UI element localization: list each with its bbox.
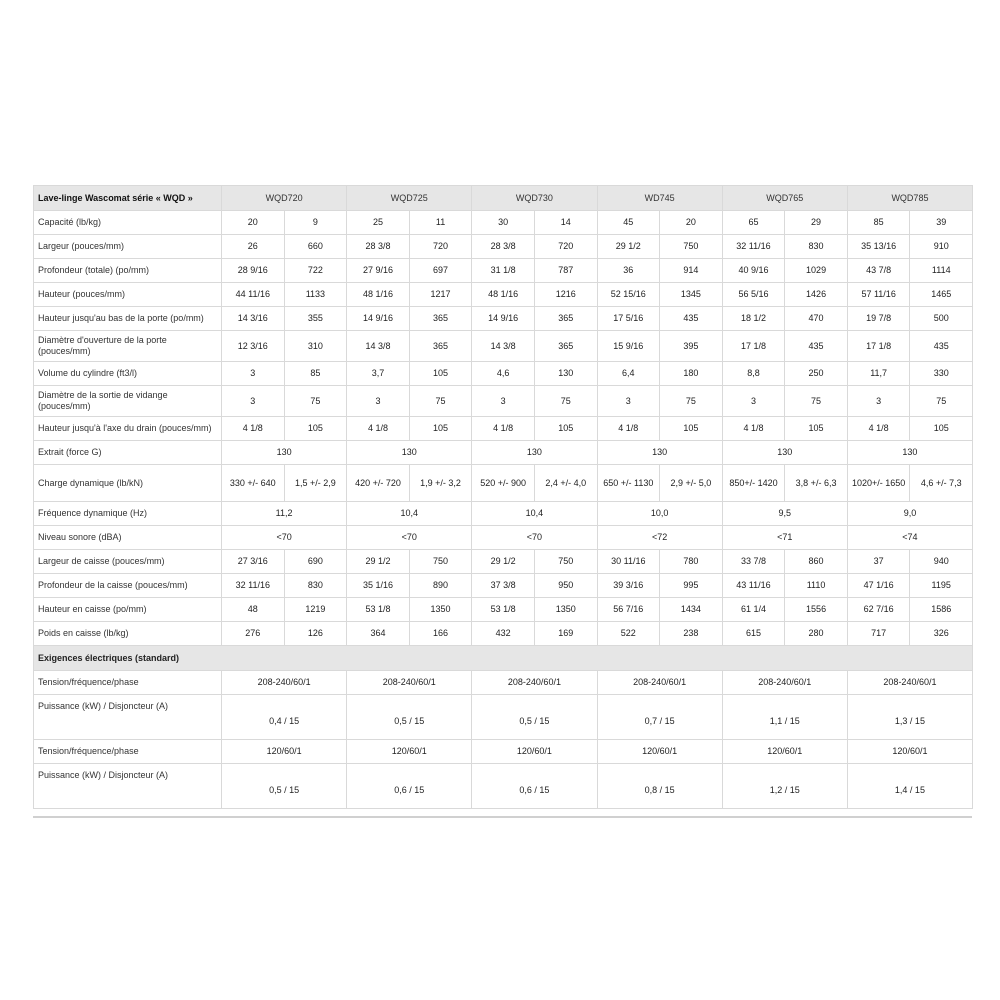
row-label: Niveau sonore (dBA) — [34, 526, 222, 550]
table-cell: 85 — [847, 211, 910, 235]
table-cell: 105 — [785, 417, 848, 441]
table-cell: 120/60/1 — [847, 740, 972, 764]
table-cell: 1350 — [534, 598, 597, 622]
table-cell: 4,6 +/- 7,3 — [910, 465, 973, 502]
row-label: Tension/fréquence/phase — [34, 740, 222, 764]
table-cell: 35 1/16 — [347, 574, 410, 598]
table-cell: 208-240/60/1 — [222, 671, 347, 695]
table-cell: 75 — [284, 386, 347, 417]
table-cell: 47 1/16 — [847, 574, 910, 598]
table-cell: 75 — [785, 386, 848, 417]
table-cell: 14 3/8 — [472, 331, 535, 362]
table-cell: 62 7/16 — [847, 598, 910, 622]
table-row — [34, 526, 973, 550]
row-label: Largeur (pouces/mm) — [34, 235, 222, 259]
table-cell: 435 — [785, 331, 848, 362]
table-cell: 1556 — [785, 598, 848, 622]
table-row — [34, 598, 973, 622]
table-cell: 720 — [534, 235, 597, 259]
table-cell: 130 — [222, 441, 347, 465]
table-cell: 690 — [284, 550, 347, 574]
table-cell: 1426 — [785, 283, 848, 307]
table-row — [34, 259, 973, 283]
table-cell: 1434 — [660, 598, 723, 622]
table-cell: 20 — [222, 211, 285, 235]
model-header: WD745 — [597, 186, 722, 211]
table-cell: 1020+/- 1650 — [847, 465, 910, 502]
row-label: Tension/fréquence/phase — [34, 671, 222, 695]
table-cell: <72 — [597, 526, 722, 550]
table-cell: 120/60/1 — [347, 740, 472, 764]
table-cell: 3 — [222, 386, 285, 417]
table-cell: 105 — [284, 417, 347, 441]
table-cell: 0,6 / 15 — [347, 764, 472, 809]
table-cell: 27 3/16 — [222, 550, 285, 574]
table-cell: 435 — [660, 307, 723, 331]
table-cell: 1133 — [284, 283, 347, 307]
table-cell: 130 — [534, 362, 597, 386]
table-cell: 9,0 — [847, 502, 972, 526]
table-cell: 169 — [534, 622, 597, 646]
table-row — [34, 362, 973, 386]
row-label: Fréquence dynamique (Hz) — [34, 502, 222, 526]
table-cell: 29 1/2 — [597, 235, 660, 259]
table-cell: 1,5 +/- 2,9 — [284, 465, 347, 502]
table-cell: 105 — [534, 417, 597, 441]
table-cell: 14 3/8 — [347, 331, 410, 362]
section-heading: Exigences électriques (standard) — [34, 646, 973, 671]
table-cell: 0,4 / 15 — [222, 695, 347, 740]
model-header: WQD720 — [222, 186, 347, 211]
table-cell: 11 — [409, 211, 472, 235]
table-cell: 365 — [409, 307, 472, 331]
table-cell: 722 — [284, 259, 347, 283]
table-cell: 18 1/2 — [722, 307, 785, 331]
row-label: Extrait (force G) — [34, 441, 222, 465]
table-cell: 1195 — [910, 574, 973, 598]
table-row — [34, 574, 973, 598]
table-cell: <74 — [847, 526, 972, 550]
model-header: WQD785 — [847, 186, 972, 211]
bottom-divider — [33, 816, 972, 818]
table-cell: 48 — [222, 598, 285, 622]
table-cell: 310 — [284, 331, 347, 362]
table-cell: 30 — [472, 211, 535, 235]
table-cell: 20 — [660, 211, 723, 235]
table-cell: 32 11/16 — [722, 235, 785, 259]
table-cell: 17 1/8 — [847, 331, 910, 362]
table-cell: 750 — [660, 235, 723, 259]
table-cell: 26 — [222, 235, 285, 259]
table-cell: 105 — [660, 417, 723, 441]
table-cell: 250 — [785, 362, 848, 386]
row-label: Profondeur de la caisse (pouces/mm) — [34, 574, 222, 598]
table-cell: 660 — [284, 235, 347, 259]
table-cell: 4,6 — [472, 362, 535, 386]
table-cell: <70 — [472, 526, 597, 550]
table-cell: 33 7/8 — [722, 550, 785, 574]
table-cell: 1029 — [785, 259, 848, 283]
table-cell: 914 — [660, 259, 723, 283]
table-cell: 1586 — [910, 598, 973, 622]
table-cell: 355 — [284, 307, 347, 331]
table-cell: 19 7/8 — [847, 307, 910, 331]
table-cell: 8,8 — [722, 362, 785, 386]
table-cell: 720 — [409, 235, 472, 259]
table-cell: 11,7 — [847, 362, 910, 386]
spec-table — [33, 185, 973, 809]
row-label: Capacité (lb/kg) — [34, 211, 222, 235]
table-cell: 105 — [409, 362, 472, 386]
table-row — [34, 211, 973, 235]
header-row — [34, 186, 973, 211]
table-cell: 39 3/16 — [597, 574, 660, 598]
table-cell: 0,5 / 15 — [472, 695, 597, 740]
table-cell: 3,7 — [347, 362, 410, 386]
table-cell: 697 — [409, 259, 472, 283]
table-cell: 11,2 — [222, 502, 347, 526]
table-cell: 208-240/60/1 — [597, 671, 722, 695]
table-cell: 365 — [534, 307, 597, 331]
table-cell: 12 3/16 — [222, 331, 285, 362]
table-cell: 120/60/1 — [597, 740, 722, 764]
table-cell: 364 — [347, 622, 410, 646]
table-cell: 14 9/16 — [347, 307, 410, 331]
table-cell: 45 — [597, 211, 660, 235]
table-cell: 330 — [910, 362, 973, 386]
table-cell: 500 — [910, 307, 973, 331]
table-cell: 53 1/8 — [347, 598, 410, 622]
table-cell: 61 1/4 — [722, 598, 785, 622]
table-cell: 30 11/16 — [597, 550, 660, 574]
table-cell: 860 — [785, 550, 848, 574]
table-cell: 2,9 +/- 5,0 — [660, 465, 723, 502]
table-cell: 890 — [409, 574, 472, 598]
table-cell: 9,5 — [722, 502, 847, 526]
table-title: Lave-linge Wascomat série « WQD » — [34, 186, 222, 211]
table-row — [34, 417, 973, 441]
table-row — [34, 386, 973, 417]
table-cell: 435 — [910, 331, 973, 362]
row-label: Diamètre d'ouverture de la porte (pouces/mm) — [34, 331, 222, 362]
table-row — [34, 622, 973, 646]
table-cell: 105 — [409, 417, 472, 441]
table-cell: 1345 — [660, 283, 723, 307]
table-cell: 15 9/16 — [597, 331, 660, 362]
table-cell: 910 — [910, 235, 973, 259]
table-cell: 650 +/- 1130 — [597, 465, 660, 502]
table-cell: 105 — [910, 417, 973, 441]
table-cell: 326 — [910, 622, 973, 646]
table-cell: 29 1/2 — [347, 550, 410, 574]
table-cell: 36 — [597, 259, 660, 283]
table-cell: 950 — [534, 574, 597, 598]
table-row — [34, 307, 973, 331]
table-cell: 750 — [534, 550, 597, 574]
model-header: WQD725 — [347, 186, 472, 211]
table-cell: 365 — [534, 331, 597, 362]
table-cell: 56 7/16 — [597, 598, 660, 622]
table-row — [34, 465, 973, 502]
table-cell: 420 +/- 720 — [347, 465, 410, 502]
table-cell: 4 1/8 — [347, 417, 410, 441]
table-cell: 130 — [597, 441, 722, 465]
table-cell: 0,5 / 15 — [222, 764, 347, 809]
table-cell: 1217 — [409, 283, 472, 307]
table-cell: 40 9/16 — [722, 259, 785, 283]
table-cell: 180 — [660, 362, 723, 386]
table-row — [34, 331, 973, 362]
table-cell: 53 1/8 — [472, 598, 535, 622]
table-cell: 75 — [409, 386, 472, 417]
table-cell: 276 — [222, 622, 285, 646]
table-cell: 1,2 / 15 — [722, 764, 847, 809]
table-cell: 27 9/16 — [347, 259, 410, 283]
table-cell: 750 — [409, 550, 472, 574]
table-cell: 29 1/2 — [472, 550, 535, 574]
table-row — [34, 283, 973, 307]
table-cell: 57 11/16 — [847, 283, 910, 307]
table-cell: 4 1/8 — [597, 417, 660, 441]
table-cell: 14 3/16 — [222, 307, 285, 331]
table-cell: 2,4 +/- 4,0 — [534, 465, 597, 502]
table-cell: 522 — [597, 622, 660, 646]
table-cell: 10,0 — [597, 502, 722, 526]
table-cell: 130 — [472, 441, 597, 465]
table-cell: 28 3/8 — [347, 235, 410, 259]
table-cell: 3 — [847, 386, 910, 417]
table-row — [34, 235, 973, 259]
table-cell: 3 — [597, 386, 660, 417]
row-label: Poids en caisse (lb/kg) — [34, 622, 222, 646]
table-cell: <70 — [347, 526, 472, 550]
table-cell: 830 — [284, 574, 347, 598]
table-cell: 208-240/60/1 — [472, 671, 597, 695]
table-cell: 1110 — [785, 574, 848, 598]
table-cell: 75 — [534, 386, 597, 417]
table-cell: 3 — [347, 386, 410, 417]
table-cell: 1,4 / 15 — [847, 764, 972, 809]
table-cell: 35 13/16 — [847, 235, 910, 259]
table-cell: 56 5/16 — [722, 283, 785, 307]
table-cell: 10,4 — [347, 502, 472, 526]
table-cell: 48 1/16 — [347, 283, 410, 307]
table-cell: 17 5/16 — [597, 307, 660, 331]
table-cell: 75 — [910, 386, 973, 417]
table-cell: 4 1/8 — [472, 417, 535, 441]
row-label: Hauteur en caisse (po/mm) — [34, 598, 222, 622]
table-cell: 615 — [722, 622, 785, 646]
table-cell: 39 — [910, 211, 973, 235]
table-row — [34, 646, 973, 671]
table-cell: 25 — [347, 211, 410, 235]
table-cell: 1350 — [409, 598, 472, 622]
table-cell: 48 1/16 — [472, 283, 535, 307]
table-cell: 65 — [722, 211, 785, 235]
table-cell: 9 — [284, 211, 347, 235]
table-cell: 32 11/16 — [222, 574, 285, 598]
row-label: Volume du cylindre (ft3/l) — [34, 362, 222, 386]
table-cell: 365 — [409, 331, 472, 362]
table-cell: 52 15/16 — [597, 283, 660, 307]
row-label: Profondeur (totale) (po/mm) — [34, 259, 222, 283]
table-cell: 280 — [785, 622, 848, 646]
row-label: Hauteur jusqu'au bas de la porte (po/mm) — [34, 307, 222, 331]
table-cell: 3,8 +/- 6,3 — [785, 465, 848, 502]
table-row — [34, 695, 973, 740]
table-row — [34, 441, 973, 465]
table-row — [34, 764, 973, 809]
table-cell: 520 +/- 900 — [472, 465, 535, 502]
table-cell: 717 — [847, 622, 910, 646]
table-cell: 208-240/60/1 — [847, 671, 972, 695]
table-cell: 1,9 +/- 3,2 — [409, 465, 472, 502]
table-cell: 330 +/- 640 — [222, 465, 285, 502]
table-cell: 208-240/60/1 — [722, 671, 847, 695]
table-cell: 208-240/60/1 — [347, 671, 472, 695]
table-row — [34, 740, 973, 764]
table-cell: 780 — [660, 550, 723, 574]
model-header: WQD765 — [722, 186, 847, 211]
table-cell: 1219 — [284, 598, 347, 622]
table-cell: 432 — [472, 622, 535, 646]
table-cell: 850+/- 1420 — [722, 465, 785, 502]
table-cell: 120/60/1 — [722, 740, 847, 764]
table-cell: 1465 — [910, 283, 973, 307]
table-cell: 37 — [847, 550, 910, 574]
row-label: Hauteur jusqu'à l'axe du drain (pouces/mm) — [34, 417, 222, 441]
model-header: WQD730 — [472, 186, 597, 211]
table-cell: 0,6 / 15 — [472, 764, 597, 809]
table-cell: 28 9/16 — [222, 259, 285, 283]
table-cell: 14 — [534, 211, 597, 235]
table-body — [34, 211, 973, 809]
table-cell: 10,4 — [472, 502, 597, 526]
table-cell: 166 — [409, 622, 472, 646]
table-cell: 28 3/8 — [472, 235, 535, 259]
table-cell: 43 11/16 — [722, 574, 785, 598]
table-cell: 4 1/8 — [847, 417, 910, 441]
table-cell: 75 — [660, 386, 723, 417]
table-cell: 44 11/16 — [222, 283, 285, 307]
table-cell: 238 — [660, 622, 723, 646]
row-label: Puissance (kW) / Disjoncteur (A) — [34, 695, 222, 740]
table-cell: 1,3 / 15 — [847, 695, 972, 740]
table-row — [34, 671, 973, 695]
table-cell: 29 — [785, 211, 848, 235]
table-cell: 0,8 / 15 — [597, 764, 722, 809]
table-cell: 995 — [660, 574, 723, 598]
table-cell: 37 3/8 — [472, 574, 535, 598]
table-cell: 3 — [472, 386, 535, 417]
table-cell: 4 1/8 — [722, 417, 785, 441]
table-cell: 31 1/8 — [472, 259, 535, 283]
table-cell: 0,7 / 15 — [597, 695, 722, 740]
row-label: Largeur de caisse (pouces/mm) — [34, 550, 222, 574]
table-row — [34, 502, 973, 526]
table-cell: 470 — [785, 307, 848, 331]
row-label: Puissance (kW) / Disjoncteur (A) — [34, 764, 222, 809]
table-cell: 0,5 / 15 — [347, 695, 472, 740]
table-cell: 85 — [284, 362, 347, 386]
table-cell: 3 — [222, 362, 285, 386]
table-cell: 43 7/8 — [847, 259, 910, 283]
table-cell: 1114 — [910, 259, 973, 283]
row-label: Hauteur (pouces/mm) — [34, 283, 222, 307]
table-cell: 14 9/16 — [472, 307, 535, 331]
table-cell: 126 — [284, 622, 347, 646]
table-cell: 3 — [722, 386, 785, 417]
table-row — [34, 550, 973, 574]
table-cell: 1,1 / 15 — [722, 695, 847, 740]
table-cell: 120/60/1 — [472, 740, 597, 764]
table-cell: 130 — [347, 441, 472, 465]
table-cell: 130 — [722, 441, 847, 465]
table-cell: 395 — [660, 331, 723, 362]
table-cell: 130 — [847, 441, 972, 465]
table-cell: 4 1/8 — [222, 417, 285, 441]
row-label: Diamètre de la sortie de vidange (pouces/mm) — [34, 386, 222, 417]
table-cell: <71 — [722, 526, 847, 550]
table-cell: 120/60/1 — [222, 740, 347, 764]
table-cell: 1216 — [534, 283, 597, 307]
table-cell: <70 — [222, 526, 347, 550]
table-cell: 940 — [910, 550, 973, 574]
table-cell: 787 — [534, 259, 597, 283]
row-label: Charge dynamique (lb/kN) — [34, 465, 222, 502]
table-cell: 6,4 — [597, 362, 660, 386]
table-cell: 830 — [785, 235, 848, 259]
table-cell: 17 1/8 — [722, 331, 785, 362]
